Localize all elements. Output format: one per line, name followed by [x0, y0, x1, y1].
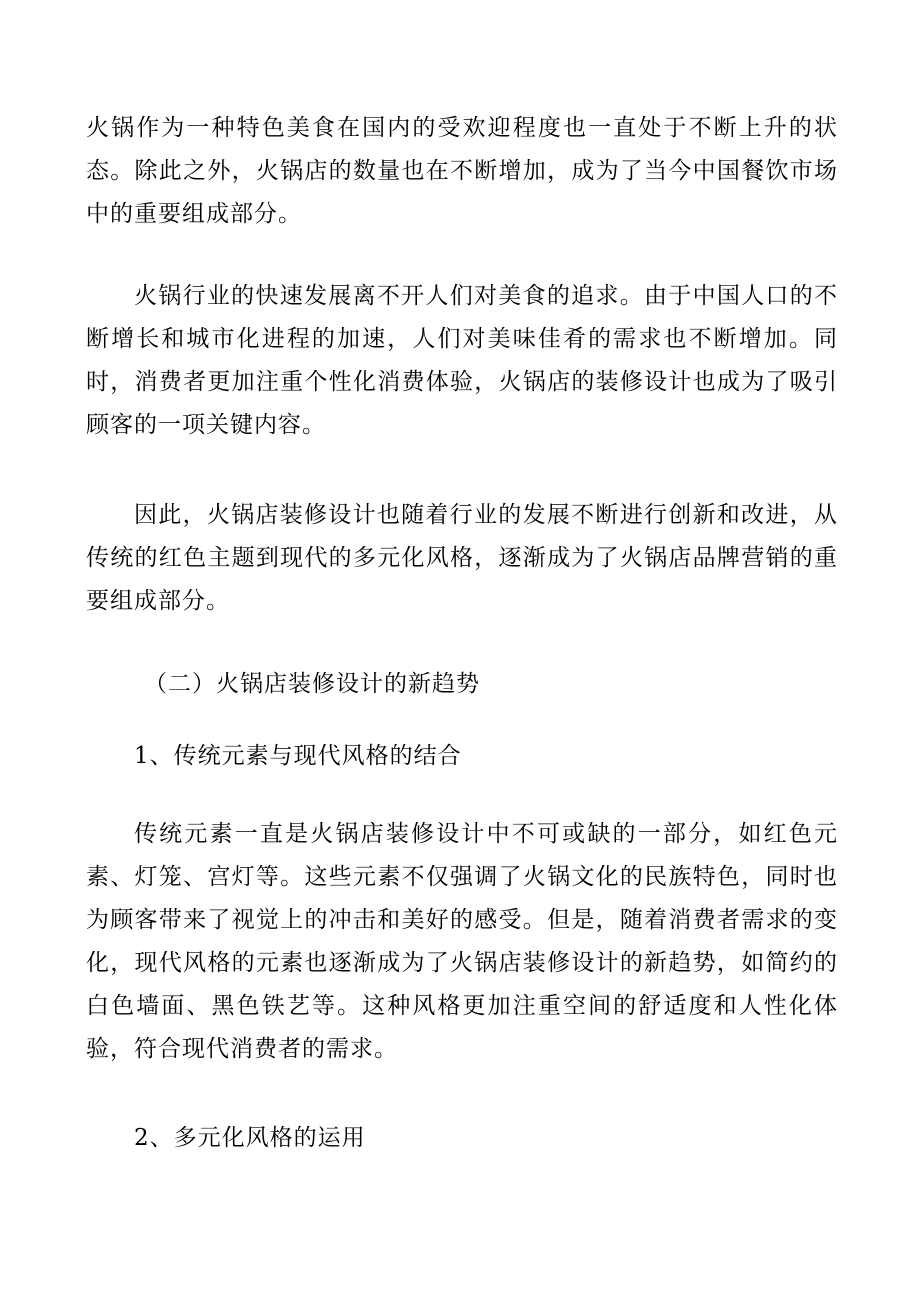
paragraph-design-innovation: 因此，火锅店装修设计也随着行业的发展不断进行创新和改进，从传统的红色主题到现代的多元化风格，逐渐成为了火锅店品牌营销的重要组成部分。: [86, 502, 838, 614]
paragraph-hotpot-popularity: 火锅作为一种特色美食在国内的受欢迎程度也一直处于不断上升的状态。除此之外，火锅店的数量也在不断增加，成为了当今中国餐饮市场中的重要组成部分。: [86, 115, 838, 227]
subheading-traditional-modern: 1、传统元素与现代风格的结合: [134, 743, 462, 769]
paragraph-industry-development: 火锅行业的快速发展离不开人们对美食的追求。由于中国人口的不断增长和城市化进程的加速，人们对美味佳肴的需求也不断增加。同时，消费者更加注重个性化消费体验，火锅店的装修设计也成为了吸引顾客的一项关键内容。: [86, 283, 838, 438]
paragraph-traditional-elements: 传统元素一直是火锅店装修设计中不可或缺的一部分，如红色元素、灯笼、宫灯等。这些元素不仅强调了火锅文化的民族特色，同时也为顾客带来了视觉上的冲击和美好的感受。但是，随着消费者需求的变化，现代风格的元素也逐渐成为了火锅店装修设计的新趋势，如简约的白色墙面、黑色铁艺等。这种风格更加注重空间的舒适度和人性化体验，符合现代消费者的需求。: [86, 821, 838, 1062]
subheading-diversified-styles: 2、多元化风格的运用: [134, 1125, 366, 1151]
section-heading: （二）火锅店装修设计的新趋势: [144, 671, 480, 697]
